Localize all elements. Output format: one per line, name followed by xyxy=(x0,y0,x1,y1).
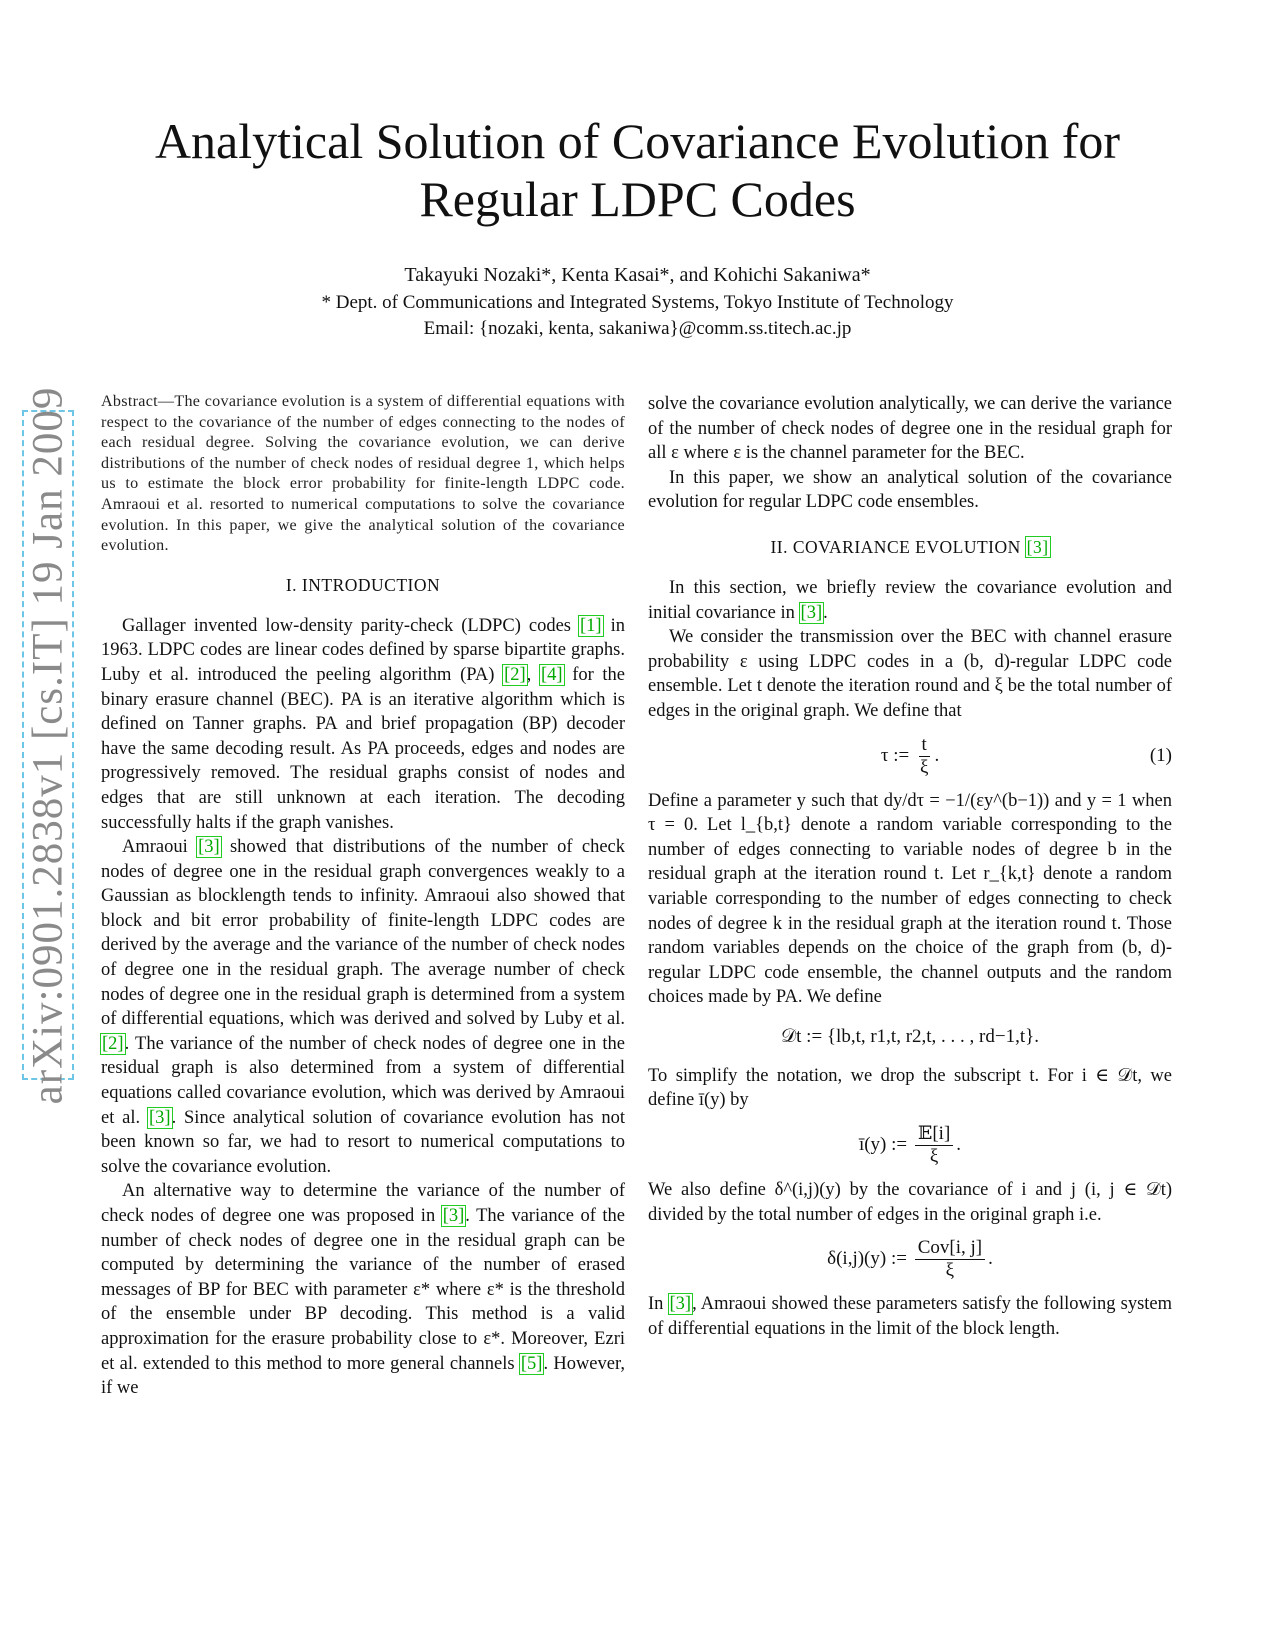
section-heading-introduction: I. INTRODUCTION xyxy=(285,574,441,595)
equation-lhs: τ := xyxy=(880,744,910,766)
right-paragraph-2: In this paper, we show an analytical solution of the covariance evolution for regular LDPC code ensembles. xyxy=(648,467,1172,513)
fraction: $\frac{t}{\xi}$ xyxy=(919,733,929,778)
citation-link[interactable]: [3] xyxy=(148,1107,171,1128)
intro-paragraph-1: Gallager invented low-density parity-check (LDPC) codes [1] in 1963. LDPC codes are linear codes defined by sparse bipartite graphs. Luby et al. introduced the peeling algorithm (PA) [2], [4] for the binary erasure channel (BEC). PA is an iterative algorithm which is defined on Tanner graphs. PA and brief propagation (BP) decoder have the same decoding result. As PA proceeds, edges and nodes are progressively removed. The residual graphs consist of nodes and edges that are still unknown at each iteration. The decoding successfully halts if the graph vanishes. xyxy=(101,615,626,833)
left-column xyxy=(101,392,625,1401)
intro-paragraph-3: An alternative way to determine the variance of the number of check nodes of degree one was proposed in [3]. The variance of the number of check nodes of degree one in the residual graph can be computed by determining the variance of the number of erased messages of BP for BEC with parameter ε* where ε* is the threshold of the ensemble under BP decoding. This method is a valid approximation for the erasure probability close to ε*. Moreover, Ezri et al. extended to this method to more general channels [5]. However, if we xyxy=(101,1181,626,1399)
cov-paragraph-5: We also define δ^(i,j)(y) by the covariance of i and j (i, j ∈ 𝒟t) divided by the total number of edges in the original graph i.e. xyxy=(648,1180,1172,1225)
right-paragraph-1: solve the covariance evolution analytically, we can derive the variance of the number of check nodes of degree one in the residual graph for all ε where ε is the channel parameter for the BEC. xyxy=(648,394,1172,464)
fraction: $\frac{\text{𝔼[i]}}{\xi}$ xyxy=(915,1123,953,1168)
paper-title xyxy=(0,112,1275,228)
affiliation: * Dept. of Communications and Integrated Systems, Tokyo Institute of Technology xyxy=(321,292,954,313)
equation-4: δ(i,j)(y) := $\frac{\text{Cov[i, j]}}{\xi}$ . xyxy=(827,1237,993,1282)
fraction: $\frac{\text{Cov[i, j]}}{\xi}$ xyxy=(915,1237,985,1282)
citation-link[interactable]: [3] xyxy=(442,1206,465,1226)
citation-link[interactable]: [3] xyxy=(669,1294,692,1315)
citation-link[interactable]: [3] xyxy=(198,837,220,858)
citation-link[interactable]: [4] xyxy=(540,664,563,685)
equation-1: τ := $\frac{t}{\xi}$ . (1) xyxy=(880,733,1172,778)
citation-link[interactable]: [2] xyxy=(504,664,526,685)
citation-link[interactable]: [5] xyxy=(520,1353,543,1374)
arxiv-watermark xyxy=(22,386,74,1104)
title-line-1: Analytical Solution of Covariance Evolution for xyxy=(154,113,1121,169)
citation-link[interactable]: [3] xyxy=(800,602,823,623)
equation-number: (1) xyxy=(1149,745,1172,767)
arxiv-id: arXiv:0901.2838v1 [cs.IT] 19 Jan 2009 xyxy=(24,386,72,1104)
title-line-2: Regular LDPC Codes xyxy=(419,171,856,227)
intro-paragraph-2: Amraoui [3] showed that distributions of the number of check nodes of degree one in the residual graph convergences weakly to a Gaussian as blocklength tends to infinity. Amraoui also showed that block and bit error probability of finite-length LDPC codes are derived by the average and the variance of the number of check nodes of degree one in the residual graph. The average number of check nodes of degree one in the residual graph is determined from a system of differential equations, which was derived and solved by Luby et al. [2]. The variance of the number of check nodes of degree one in the residual graph is also determined from a system of differential equations called covariance evolution, which was derived by Amraoui et al. [3]. Since analytical solution of covariance evolution has not been known so far, we had to resort to numerical computations to solve the covariance evolution. xyxy=(101,837,626,1177)
cov-paragraph-6: In [3], Amraoui showed these parameters satisfy the following system of differential equations in the limit of the block length. xyxy=(648,1294,1173,1339)
equation-2: 𝒟t := {lb,t, r1,t, r2,t, . . . , rd−1,t}. xyxy=(780,1025,1039,1047)
equation-3: ī(y) := $\frac{\text{𝔼[i]}}{\xi}$ . xyxy=(858,1123,962,1168)
citation-link[interactable]: [2] xyxy=(102,1033,124,1054)
cov-paragraph-3: Define a parameter y such that dy/dτ = −1/(εy^(b−1)) and y = 1 when τ = 0. Let l_{b,t} denote a random variable corresponding to the number of edges connecting to variable nodes of degree b in the residual graph at the iteration round t. Let r_{k,t} denote a random variable corresponding to the number of edges connecting to check nodes of degree k in the residual graph at the iteration round t. Those random variables depends on the choice of the graph from (b, d)-regular LDPC code ensemble, the channel outputs and the random choices made by PA. We define xyxy=(648,790,1172,1008)
right-column xyxy=(648,392,1172,1341)
cov-paragraph-1: In this section, we briefly review the covariance evolution and initial covariance in [3]. xyxy=(648,577,1172,623)
citation-link[interactable]: [1] xyxy=(580,615,602,636)
abstract: Abstract—The covariance evolution is a system of differential equations with respect to the covariance of the number of edges connecting to the nodes of each residual degree. Solving the covariance evolution, we can derive distributions of the number of check nodes of residual degree 1, which helps us to estimate the block error probability for finite-length LDPC code. Amraoui et al. resorted to numerical computations to solve the covariance evolution. In this paper, we give the analytical solution of the covariance evolution. xyxy=(101,393,625,555)
cov-paragraph-2: We consider the transmission over the BEC with channel erasure probability ε using LDPC codes in a (b, d)-regular LDPC code ensemble. Let t denote the iteration round and ξ be the total number of edges in the original graph. We define that xyxy=(648,627,1172,721)
section-heading-covariance-evolution: II. COVARIANCE EVOLUTION [3] xyxy=(770,536,1049,557)
citation-link[interactable]: [3] xyxy=(1026,536,1049,557)
email: Email: {nozaki, kenta, sakaniwa}@comm.ss.titech.ac.jp xyxy=(423,318,852,339)
authors: Takayuki Nozaki*, Kenta Kasai*, and Kohichi Sakaniwa* xyxy=(404,264,871,286)
cov-paragraph-4: To simplify the notation, we drop the subscript t. For i ∈ 𝒟t, we define ī(y) by xyxy=(648,1065,1172,1111)
